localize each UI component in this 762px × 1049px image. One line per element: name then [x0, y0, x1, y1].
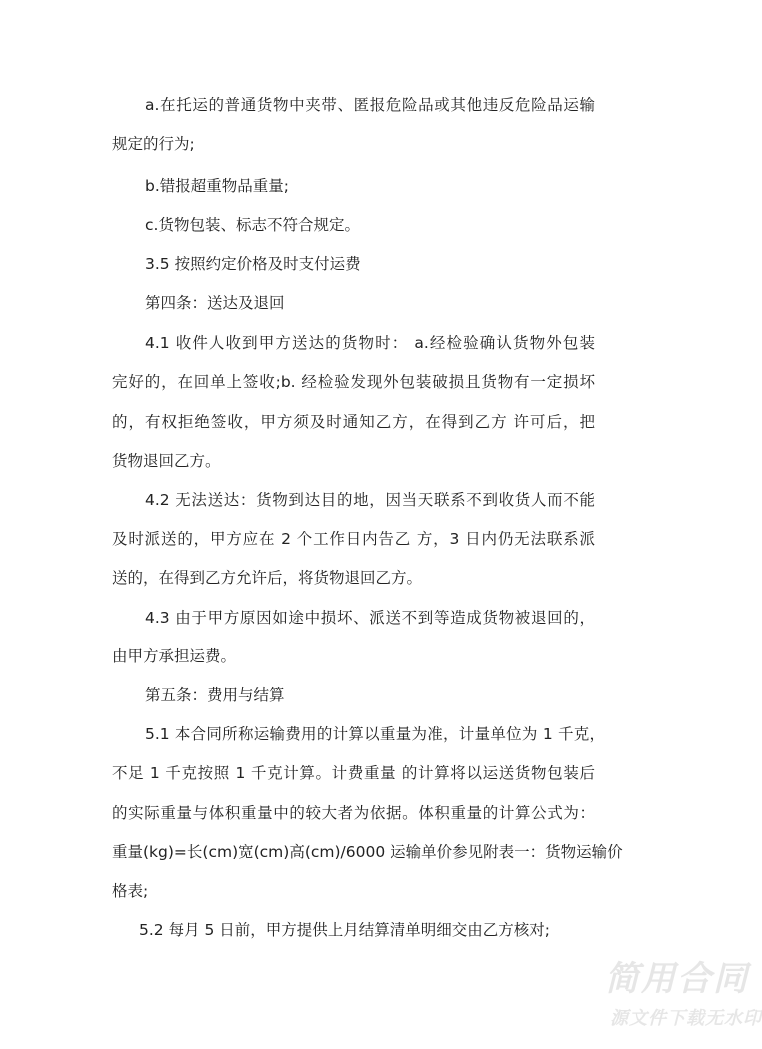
watermark-caption: 源文件下载无水印	[610, 1008, 762, 1029]
text-line: 3.5 按照约定价格及时支付运费	[145, 255, 361, 273]
text-line: 货物退回乙方。	[112, 452, 221, 470]
text-line: 规定的行为;	[112, 135, 195, 153]
text-line: 不足 1 千克按照 1 千克计算。计费重量 的计算将以运送货物包装后	[112, 764, 595, 782]
watermark-logo: 简用合同	[605, 959, 749, 999]
text-line: b.错报超重物品重量;	[145, 177, 289, 195]
text-line: 4.1 收件人收到甲方送达的货物时： a.经检验确认货物外包装	[145, 334, 595, 352]
text-line: 格表;	[112, 882, 149, 900]
text-line: a.在托运的普通货物中夹带、匿报危险品或其他违反危险品运输	[145, 96, 595, 114]
text-line: 4.3 由于甲方原因如途中损坏、派送不到等造成货物被退回的，	[145, 609, 595, 627]
text-line: 及时派送的，甲方应在 2 个工作日内告乙 方，3 日内仍无法联系派	[112, 530, 595, 548]
text-line: c.货物包装、标志不符合规定。	[145, 216, 360, 234]
text-line: 5.2 每月 5 日前，甲方提供上月结算清单明细交由乙方核对;	[139, 921, 551, 939]
text-line: 由甲方承担运费。	[112, 647, 237, 665]
text-line: 完好的，在回单上签收;b. 经检验发现外包装破损且货物有一定损坏	[112, 373, 595, 391]
text-line: 的实际重量与体积重量中的较大者为依据。体积重量的计算公式为：	[112, 804, 595, 822]
section-heading: 第五条：费用与结算	[145, 686, 285, 704]
text-line: 的，有权拒绝签收，甲方须及时通知乙方，在得到乙方 许可后，把	[112, 413, 595, 431]
text-line: 5.1 本合同所称运输费用的计算以重量为准，计量单位为 1 千克，	[145, 725, 605, 743]
text-line: 4.2 无法送达：货物到达目的地，因当天联系不到收货人而不能	[145, 491, 595, 509]
text-line: 送的，在得到乙方允许后，将货物退回乙方。	[112, 569, 423, 587]
section-heading: 第四条：送达及退回	[145, 294, 285, 312]
text-line: 重量(kg)=长(cm)宽(cm)高(cm)/6000 运输单价参见附表一：货物运输价	[112, 843, 623, 861]
